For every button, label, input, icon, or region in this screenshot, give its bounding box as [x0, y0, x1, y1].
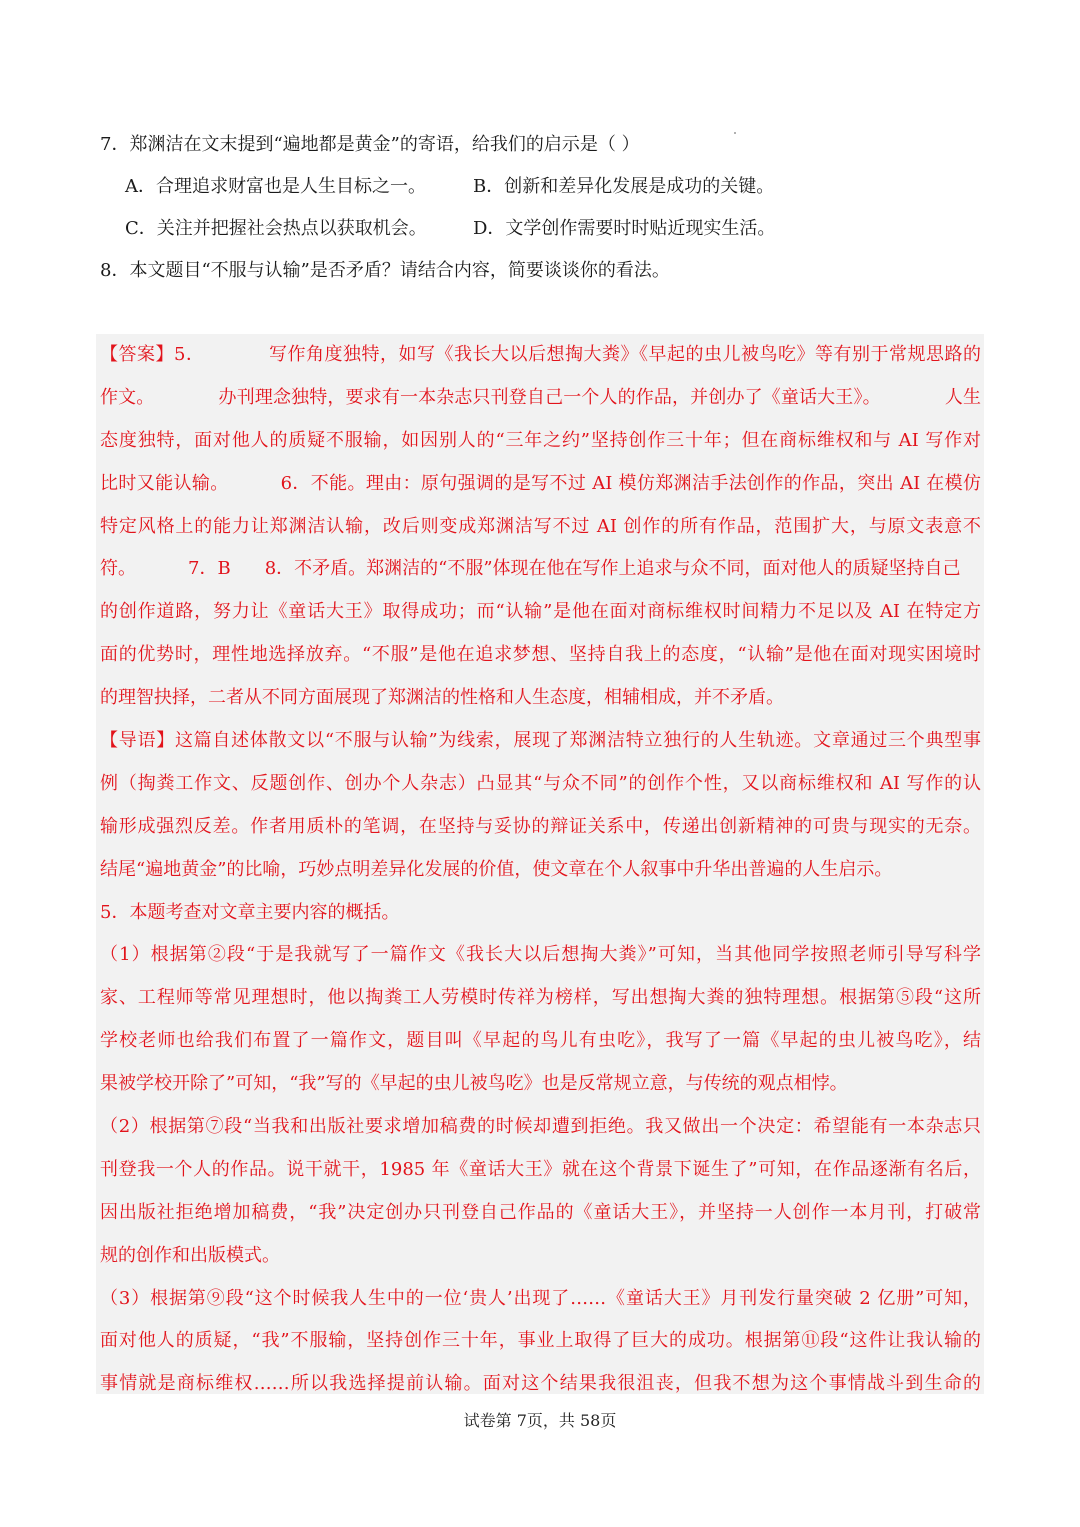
answer-line: 作文。 办刊理念独特，要求有一本杂志只刊登自己一个人的作品，并创办了《童话大王》。 人生 — [100, 386, 981, 408]
option-b: B．创新和差异化发展是成功的关键。 — [473, 176, 775, 197]
answer-line: 的理智抉择，二者从不同方面展现了郑渊洁的性格和人生态度，相辅相成，并不矛盾。 — [100, 687, 784, 709]
guide-line: 【导语】这篇自述体散文以“不服与认输”为线索，展现了郑渊洁特立独行的人生轨迹。文章通过三个典型事 — [100, 730, 981, 752]
answer-line: 的创作道路，努力让《童话大王》取得成功；而“认输”是他在面对商标维权时间精力不足以及 AI 在特定方 — [100, 601, 981, 623]
analysis-line: 家、工程师等常见理想时，他以掏粪工人劳模时传祥为榜样，写出想掏大粪的独特理想。根据第⑤段“这所 — [100, 987, 981, 1009]
analysis-line: 刊登我一个人的作品。说干就干，1985 年《童话大王》就在这个背景下诞生了”可知，在作品逐渐有名后， — [100, 1158, 981, 1180]
answer-line: 【答案】5． 写作角度独特，如写《我长大以后想掏大粪》《早起的虫儿被鸟吃》等有别于常规思路的 — [100, 344, 981, 365]
page-footer: 试卷第 7页，共 58页 — [463, 1411, 617, 1430]
answer-section — [100, 334, 981, 1406]
option-a: A．合理追求财富也是人生目标之一。 — [125, 176, 426, 197]
analysis-line: 果被学校开除了”可知，“我”写的《早起的虫儿被鸟吃》也是反常规立意，与传统的观点相悖。 — [100, 1073, 848, 1095]
question-section — [100, 124, 980, 292]
analysis-line: 事情就是商标维权……所以我选择提前认输。面对这个结果我很沮丧，但我不想为这个事情战斗到生命的 — [100, 1373, 981, 1395]
guide-line: 输形成强烈反差。作者用质朴的笔调，在坚持与妥协的辩证关系中，传递出创新精神的可贵与现实的无奈。 — [100, 815, 981, 837]
analysis-heading: 5．本题考查对文章主要内容的概括。 — [100, 901, 400, 923]
analysis-line: 规的创作和出版模式。 — [100, 1244, 280, 1266]
option-c: C．关注并把握社会热点以获取机会。 — [125, 218, 427, 239]
answer-line: 特定风格上的能力让郑渊洁认输，改后则变成郑渊洁写不过 AI 创作的所有作品，范围扩大，与原文表意不 — [100, 515, 981, 537]
answer-line: 面的优势时，理性地选择放弃。“不服”是他在追求梦想、坚持自我上的态度，“认输”是他在面对现实困境时 — [100, 644, 981, 666]
question-8-stem: 8．本文题目“不服与认输”是否矛盾？请结合内容，简要谈谈你的看法。 — [100, 260, 670, 281]
question-7-options-row-1 — [100, 166, 980, 208]
analysis-line: （3）根据第⑨段“这个时候我人生中的一位‘贵人’出现了……《童话大王》月刊发行量突破 2 亿册”可知， — [100, 1287, 981, 1309]
answer-line: 比时又能认输。 6．不能。理由：原句强调的是写不过 AI 模仿郑渊洁手法创作的作品，突出 AI 在模仿 — [100, 472, 981, 494]
answer-label: 【答案】 — [100, 344, 175, 365]
answer-line: 态度独特，面对他人的质疑不服输，如因别人的“三年之约”坚持创作三十年；但在商标维权和与 AI 写作对 — [100, 429, 981, 451]
guide-line: 结尾“遍地黄金”的比喻，巧妙点明差异化发展的价值，使文章在个人叙事中升华出普遍的人生启示。 — [100, 858, 893, 880]
answer-line: 符。 7．B 8．不矛盾。郑渊洁的“不服”体现在他在写作上追求与众不同，面对他人的质疑坚持自己 — [100, 558, 961, 580]
option-d: D．文学创作需要时时贴近现实生活。 — [473, 218, 776, 239]
question-7-options-row-2 — [100, 208, 980, 250]
analysis-line: （2）根据第⑦段“当我和出版社要求增加稿费的时候却遭到拒绝。我又做出一个决定：希望能有一本杂志只 — [100, 1116, 981, 1138]
question-7-stem: 7．郑渊洁在文末提到“遍地都是黄金”的寄语，给我们的启示是（ ） — [100, 134, 640, 155]
analysis-line: 面对他人的质疑，“我”不服输，坚持创作三十年，事业上取得了巨大的成功。根据第⑪段“这件让我认输的 — [100, 1330, 981, 1352]
analysis-line: 学校老师也给我们布置了一篇作文，题目叫《早起的鸟儿有虫吃》，我写了一篇《早起的虫儿被鸟吃》，结 — [100, 1030, 981, 1052]
guide-line: 例（掏粪工作文、反题创作、创办个人杂志）凸显其“与众不同”的创作个性，又以商标维权和 AI 写作的认 — [100, 772, 981, 794]
analysis-line: 因出版社拒绝增加稿费，“我”决定创办只刊登自己作品的《童话大王》，并坚持一人创作一本月刊，打破常 — [100, 1201, 981, 1223]
analysis-line: （1）根据第②段“于是我就写了一篇作文《我长大以后想掏大粪》”可知，当其他同学按照老师引导写科学 — [100, 944, 981, 966]
